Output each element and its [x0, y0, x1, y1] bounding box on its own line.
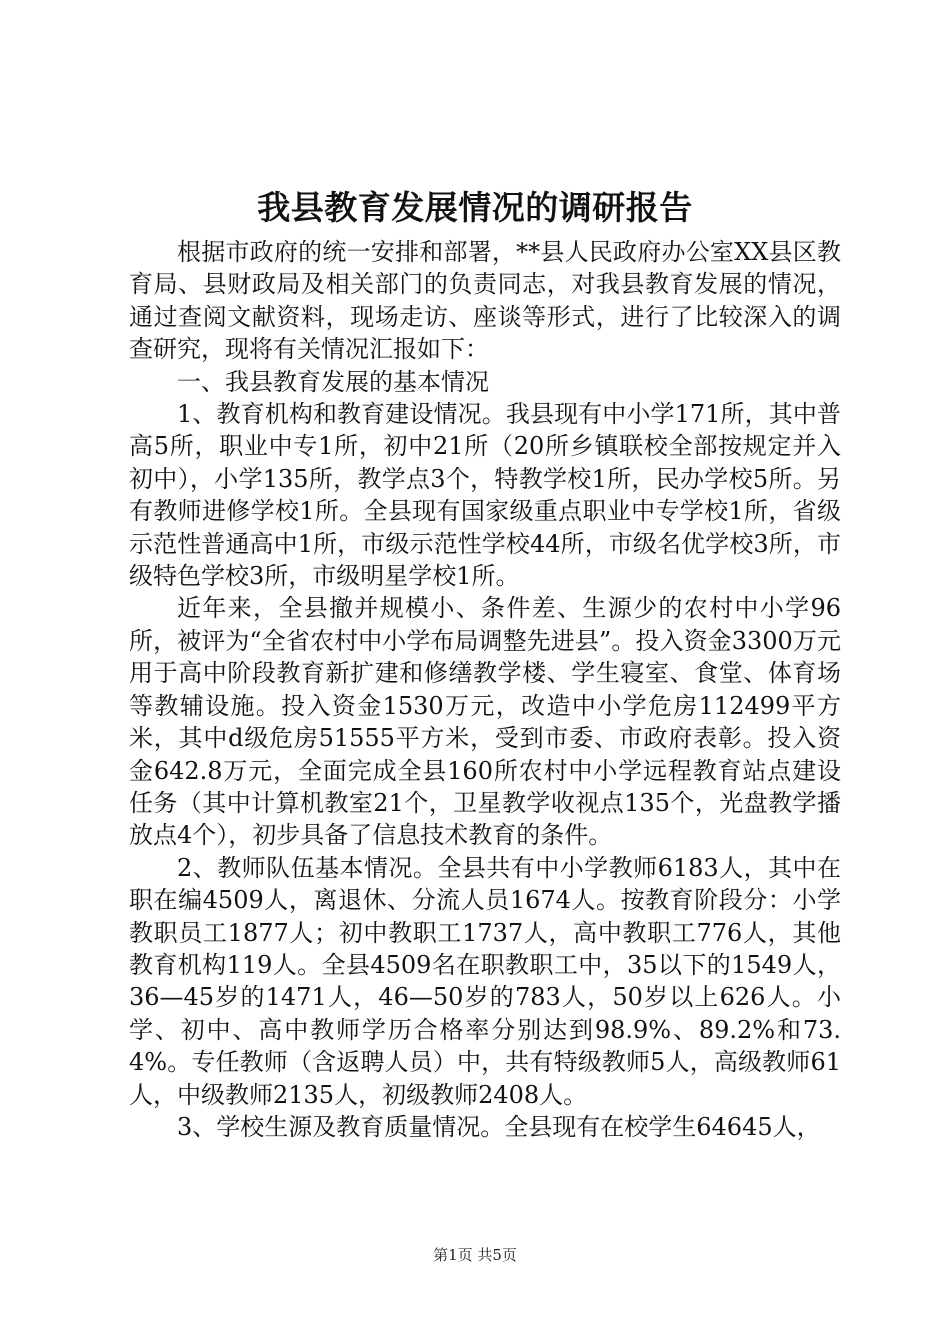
- document-body: [129, 236, 841, 1143]
- paragraph-education-institutions: 1、教育机构和教育建设情况。我县现有中小学171所，其中普高5所，职业中专1所，初中21所（20所乡镇联校全部按规定并入初中），小学135所，教学点3个，特教学校1所，民办学校5所。另有教师进修学校1所。全县现有国家级重点职业中专学校1所，省级示范性普通高中1所，市级示范性学校44所，市级名优学校3所，市级特色学校3所，市级明星学校1所。: [129, 400, 841, 591]
- paragraph-teacher-staff: 2、教师队伍基本情况。全县共有中小学教师6183人，其中在职在编4509人，离退休、分流人员1674人。按教育阶段分：小学教职员工1877人；初中教职工1737人，高中教职工776人，其他教育机构119人。全县4509名在职教职工中，35以下的1549人，36—45岁的1471人，46—50岁的783人，50岁以上626人。小学、初中、高中教师学历合格率分别达到98.9%、89.2%和73.4%。专任教师（含返聘人员）中，共有特级教师5人，高级教师61人，中级教师2135人，初级教师2408人。: [129, 853, 841, 1109]
- paragraph-recent-years: 近年来，全县撤并规模小、条件差、生源少的农村中小学96所，被评为“全省农村中小学布局调整先进县”。投入资金3300万元用于高中阶段教育新扩建和修缮教学楼、学生寝室、食堂、体育场等教辅设施。投入资金1530万元，改造中小学危房112499平方米，其中d级危房51555平方米，受到市委、市政府表彰。投入资金642.8万元，全面完成全县160所农村中小学远程教育站点建设任务（其中计算机教室21个，卫星教学收视点135个，光盘教学播放点4个），初步具备了信息技术教育的条件。: [129, 594, 841, 850]
- intro-paragraph: 根据市政府的统一安排和部署，**县人民政府办公室XX县区教育局、县财政局及相关部门的负责同志，对我县教育发展的情况，通过查阅文献资料，现场走访、座谈等形式，进行了比较深入的调查研究，现将有关情况汇报如下：: [129, 238, 841, 364]
- paragraph-student-quality: 3、学校生源及教育质量情况。全县现有在校学生64645人，: [177, 1112, 821, 1141]
- document-title: 我县教育发展情况的调研报告: [257, 188, 693, 227]
- page-number-footer: 第1页 共5页: [433, 1246, 517, 1264]
- section-heading-basic-situation: 一、我县教育发展的基本情况: [177, 367, 489, 396]
